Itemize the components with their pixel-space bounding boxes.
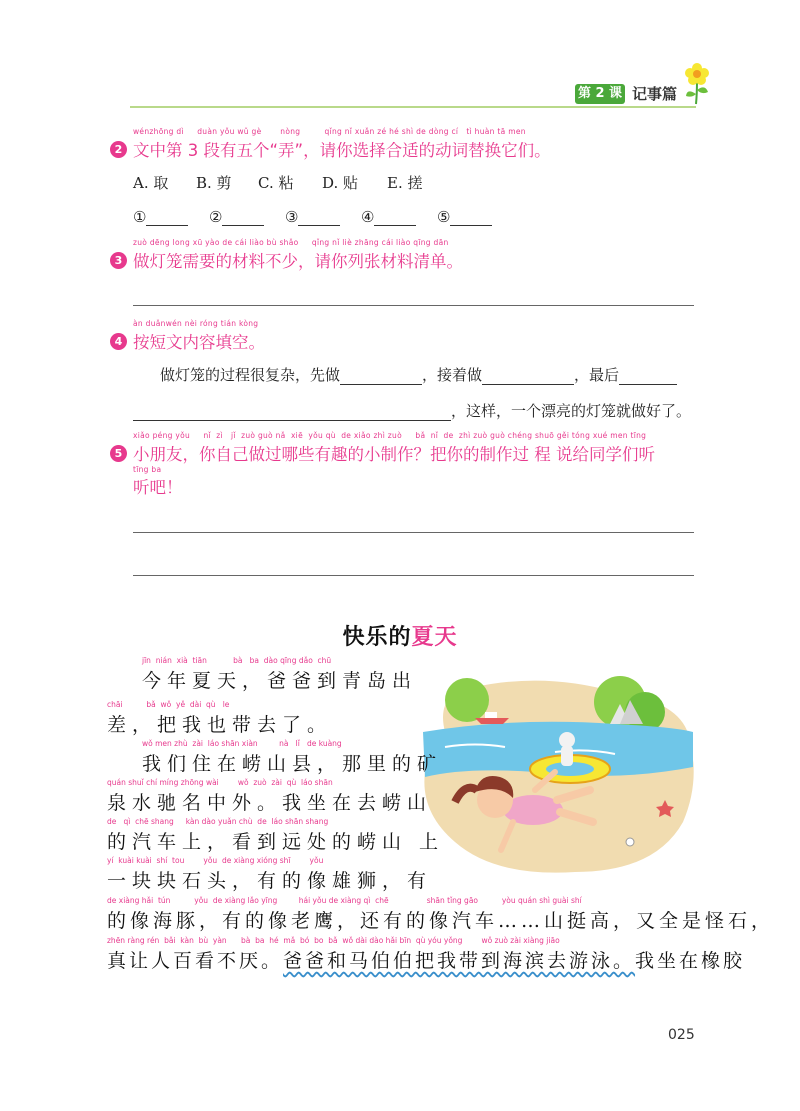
blank-2-label: ② bbox=[209, 208, 223, 226]
blank-1[interactable] bbox=[146, 210, 188, 226]
question-3-text: 做灯笼需要的材料不少，请你列张材料清单。 bbox=[133, 252, 463, 271]
page-number: 025 bbox=[668, 1027, 695, 1043]
blank-1-label: ① bbox=[133, 208, 147, 226]
question-2-pinyin: wénzhōng dì duàn yǒu wǔ gè nòng qǐng nǐ xuǎn zé hé shì de dòng cí tì huàn tā men bbox=[133, 127, 526, 136]
story-line-6: 一块块石头，有的像雄狮，有 bbox=[107, 870, 433, 892]
section-name: 记事篇 bbox=[632, 85, 678, 103]
question-5-text: 小朋友，你自己做过哪些有趣的小制作？把你的制作过 程 说给同学们听 bbox=[133, 445, 655, 464]
blank-4-label: ④ bbox=[361, 208, 375, 226]
blank-2[interactable] bbox=[222, 210, 264, 226]
fill-blank-2[interactable] bbox=[482, 369, 574, 385]
answer-line-q5-2[interactable] bbox=[133, 575, 694, 576]
story-line-8 bbox=[107, 946, 745, 973]
fill-blank-1[interactable] bbox=[340, 369, 422, 385]
fill-text-3: ，最后 bbox=[574, 366, 620, 384]
fill-text-2: ，接着做 bbox=[422, 366, 483, 384]
story-line-2: 差，把我也带去了。 bbox=[107, 714, 333, 736]
story-pinyin-8: zhēn ràng rén bǎi kàn bù yàn bà ba hé mǎ bó bo bǎ wǒ dài dào hǎi bīn qù yóu yǒng wǒ zuò zài xiàng jiāo bbox=[107, 936, 560, 945]
flower-icon bbox=[683, 60, 711, 110]
story-pinyin-1: jīn nián xià tiān bà ba dào qīng dǎo chū bbox=[142, 656, 332, 665]
blank-3[interactable] bbox=[298, 210, 340, 226]
story-line-4: 泉水驰名中外。我坐在去崂山 bbox=[107, 792, 433, 814]
story-line-1: 今年夏天，爸爸到青岛出 bbox=[142, 670, 418, 692]
story-line-7: 的像海豚，有的像老鹰，还有的像汽车……山挺高，又全是怪石， bbox=[107, 910, 775, 932]
story-pinyin-3: wǒ men zhù zài láo shān xiàn nà lǐ de kuàng bbox=[142, 739, 342, 748]
story-pinyin-7: de xiàng hǎi tún yǒu de xiàng lǎo yīng hái yǒu de xiàng qì chē shān tǐng gāo yòu quán shì guài shí bbox=[107, 896, 582, 905]
option-d: D. 贴 bbox=[322, 174, 359, 192]
question-5-pinyin: xiǎo péng yǒu nǐ zì jǐ zuò guò nǎ xiē yǒu qù de xiǎo zhì zuò bǎ nǐ de zhì zuò guò chéng shuō gěi tóng xué men tīng bbox=[133, 431, 647, 440]
question-4-pinyin: àn duǎnwén nèi róng tián kòng bbox=[133, 319, 259, 328]
question-2-text: 文中第 3 段有五个“弄”，请你选择合适的动词替换它们。 bbox=[133, 141, 551, 160]
blank-5-label: ⑤ bbox=[437, 208, 451, 226]
question-3-pinyin: zuò dēng long xū yào de cái liào bù shǎo qǐng nǐ liè zhāng cái liào qīng dān bbox=[133, 238, 449, 247]
fill-blank-3[interactable] bbox=[619, 369, 677, 385]
question-5-text-2: 听吧！ bbox=[133, 478, 183, 497]
option-e: E. 搓 bbox=[387, 174, 423, 192]
lesson-tag: 第 2 课 bbox=[575, 84, 625, 104]
option-a: A. 取 bbox=[133, 174, 169, 192]
question-2-blanks bbox=[133, 208, 693, 230]
answer-line-q5-1[interactable] bbox=[133, 532, 694, 533]
fill-line-1 bbox=[160, 364, 677, 385]
question-2-number: 2 bbox=[110, 141, 127, 158]
question-5-number: 5 bbox=[110, 445, 127, 462]
blank-4[interactable] bbox=[374, 210, 416, 226]
question-4-text: 按短文内容填空。 bbox=[133, 333, 265, 352]
question-3-number: 3 bbox=[110, 252, 127, 269]
story-line-3: 我们住在崂山县，那里的矿 bbox=[142, 753, 443, 775]
blank-5[interactable] bbox=[450, 210, 492, 226]
fill-line-2 bbox=[133, 400, 691, 421]
blank-3-label: ③ bbox=[285, 208, 299, 226]
story-pinyin-4: quán shuǐ chí míng zhōng wài wǒ zuò zài qù láo shān bbox=[107, 778, 333, 787]
fill-text-4: ，这样，一个漂亮的灯笼就做好了。 bbox=[451, 402, 692, 420]
story-pinyin-5: de qì chē shang kàn dào yuǎn chù de láo shān shang bbox=[107, 817, 329, 826]
beach-illustration bbox=[415, 672, 700, 881]
header-divider bbox=[130, 106, 696, 108]
story-pinyin-6: yí kuài kuài shí tou yǒu de xiàng xióng shī yǒu bbox=[107, 856, 324, 865]
question-5-pinyin-2: tīng ba bbox=[133, 465, 162, 474]
story-pinyin-2: chāi bǎ wǒ yě dài qù le bbox=[107, 700, 230, 709]
option-c: C. 粘 bbox=[258, 174, 294, 192]
story-title-pink: 夏天 bbox=[411, 625, 458, 650]
option-b: B. 剪 bbox=[196, 174, 232, 192]
fill-blank-4[interactable] bbox=[133, 405, 451, 421]
fill-text-1: 做灯笼的过程很复杂，先做 bbox=[160, 366, 341, 384]
story-title bbox=[0, 620, 800, 651]
story-title-black: 快乐的 bbox=[342, 625, 412, 650]
story-line-8a: 真让人百看不厌。 bbox=[107, 950, 284, 972]
story-line-8-underlined: 爸爸和马伯伯把我带到海滨去游泳。 bbox=[283, 950, 636, 972]
question-4-number: 4 bbox=[110, 333, 127, 350]
story-line-8c: 我坐在橡胶 bbox=[635, 950, 746, 972]
story-line-5: 的汽车上，看到远处的崂山 上 bbox=[107, 831, 445, 853]
answer-line-q3[interactable] bbox=[133, 305, 694, 306]
